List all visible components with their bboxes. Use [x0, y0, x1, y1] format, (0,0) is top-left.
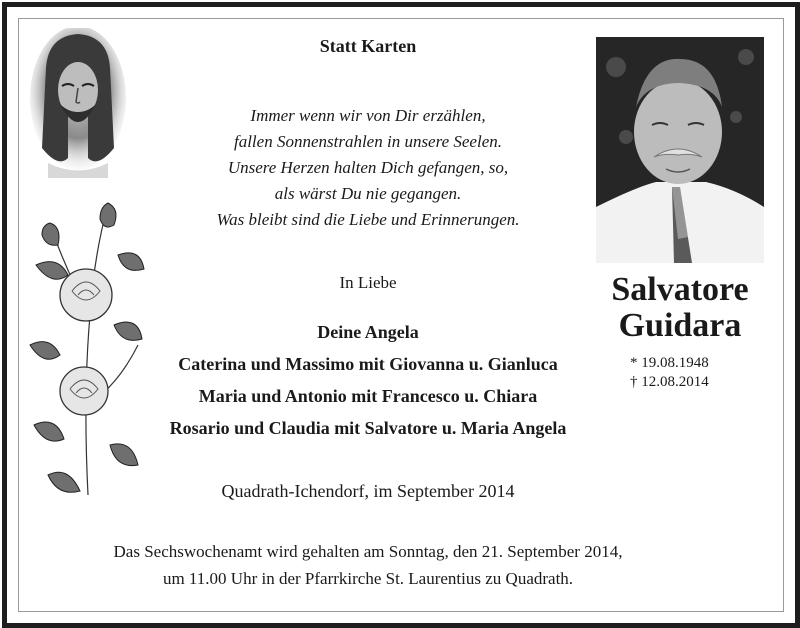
mourner-line: Deine Angela — [317, 322, 419, 342]
in-liebe-text: In Liebe — [339, 273, 397, 292]
service-notice — [30, 538, 706, 592]
poem-line: Was bleibt sind die Liebe und Erinnerungen. — [216, 210, 520, 229]
life-dates — [630, 354, 770, 392]
mourner-line: Maria und Antonio mit Francesco u. Chiara — [198, 386, 538, 406]
mourner-line: Rosario und Claudia mit Salvatore u. Maria Angela — [169, 418, 567, 438]
jesus-portrait-image — [28, 28, 128, 178]
first-name: Salvatore — [611, 271, 749, 308]
poem — [150, 103, 586, 233]
statt-karten-heading: Statt Karten — [319, 36, 417, 56]
poem-line: Unsere Herzen halten Dich gefangen, so, — [227, 158, 509, 177]
mourner-line: Caterina und Massimo mit Giovanna u. Gianluca — [178, 354, 558, 374]
death-date: † 12.08.2014 — [630, 374, 709, 390]
poem-line: fallen Sonnenstrahlen in unsere Seelen. — [233, 132, 502, 151]
birth-date: * 19.08.1948 — [630, 355, 709, 371]
portrait-photo — [596, 37, 764, 263]
service-line: um 11.00 Uhr in der Pfarrkirche St. Laurentius zu Quadrath. — [162, 569, 574, 588]
mourners-list — [120, 316, 616, 444]
last-name: Guidara — [618, 307, 742, 344]
poem-line: als wärst Du nie gegangen. — [274, 184, 462, 203]
poem-line: Immer wenn wir von Dir erzählen, — [250, 106, 486, 125]
deceased-name — [596, 272, 764, 344]
place-date: Quadrath-Ichendorf, im September 2014 — [221, 481, 515, 501]
service-line: Das Sechswochenamt wird gehalten am Sonntag, den 21. September 2014, — [113, 542, 623, 561]
